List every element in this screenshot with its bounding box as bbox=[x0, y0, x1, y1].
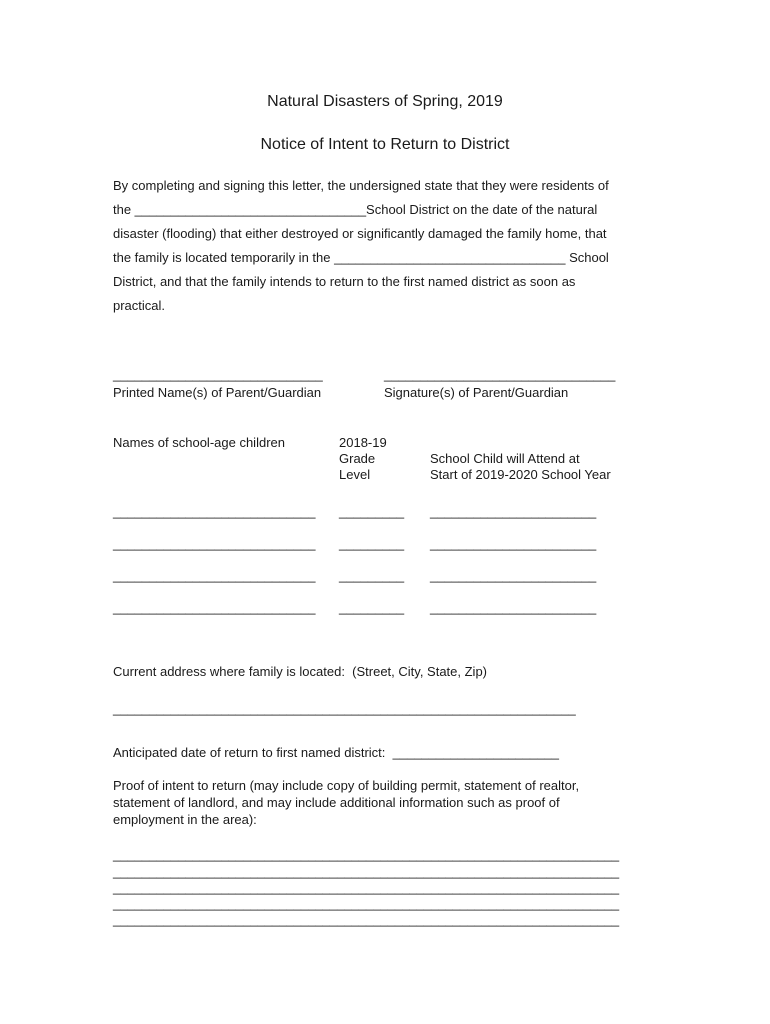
intro-line: disaster (flooding) that either destroyed or significantly damaged the family home, that bbox=[113, 226, 607, 241]
address-line[interactable]: ________________________________________________________________ bbox=[113, 701, 576, 716]
child-grade-blank[interactable]: _________ bbox=[339, 600, 405, 615]
child-name-blank[interactable]: ____________________________ bbox=[113, 568, 316, 583]
intro-line[interactable]: the ________________________________School District on the date of the natural bbox=[113, 202, 598, 217]
child-school-blank[interactable]: _______________________ bbox=[430, 504, 597, 519]
child-school-blank[interactable]: _______________________ bbox=[430, 568, 597, 583]
grade-header-line: 2018-19 bbox=[339, 435, 387, 450]
child-name-blank[interactable]: ____________________________ bbox=[113, 600, 316, 615]
signature-label: Signature(s) of Parent/Guardian bbox=[384, 385, 569, 400]
proof-blank-line[interactable]: ______________________________________________________________________ bbox=[113, 896, 620, 911]
school-header-line: School Child will Attend at bbox=[430, 451, 580, 466]
signature-line[interactable]: ________________________________ bbox=[384, 367, 616, 382]
child-grade-blank[interactable]: _________ bbox=[339, 504, 405, 519]
printed-name-label: Printed Name(s) of Parent/Guardian bbox=[113, 385, 322, 400]
document-subtitle: Notice of Intent to Return to District bbox=[260, 136, 510, 153]
intro-line: practical. bbox=[113, 298, 166, 313]
document-title: Natural Disasters of Spring, 2019 bbox=[267, 93, 503, 110]
return-date-field[interactable]: Anticipated date of return to first named district: _______________________ bbox=[113, 745, 559, 760]
school-header-line: Start of 2019-2020 School Year bbox=[430, 467, 611, 482]
intro-line: District, and that the family intends to return to the first named district as soon as bbox=[113, 274, 576, 289]
child-grade-blank[interactable]: _________ bbox=[339, 536, 405, 551]
printed-name-line[interactable]: _____________________________ bbox=[113, 367, 323, 382]
proof-blank-line[interactable]: ______________________________________________________________________ bbox=[113, 912, 620, 927]
child-school-blank[interactable]: _______________________ bbox=[430, 536, 597, 551]
grade-header-line: Grade bbox=[339, 451, 376, 466]
intro-line[interactable]: the family is located temporarily in the ________________________________ School bbox=[113, 250, 609, 265]
child-school-blank[interactable]: _______________________ bbox=[430, 600, 597, 615]
grade-header-line: Level bbox=[339, 467, 371, 482]
child-grade-blank[interactable]: _________ bbox=[339, 568, 405, 583]
proof-blank-line[interactable]: ______________________________________________________________________ bbox=[113, 880, 620, 895]
proof-text-line: statement of landlord, and may include additional information such as proof of bbox=[113, 795, 560, 810]
proof-blank-line[interactable]: ______________________________________________________________________ bbox=[113, 847, 620, 862]
children-name-header: Names of school-age children bbox=[113, 435, 285, 450]
proof-text-line: Proof of intent to return (may include copy of building permit, statement of realtor, bbox=[113, 778, 580, 793]
proof-blank-line[interactable]: ______________________________________________________________________ bbox=[113, 864, 620, 879]
child-name-blank[interactable]: ____________________________ bbox=[113, 536, 316, 551]
proof-text-line: employment in the area): bbox=[113, 812, 257, 827]
intro-line: By completing and signing this letter, the undersigned state that they were residents of bbox=[113, 178, 609, 193]
child-name-blank[interactable]: ____________________________ bbox=[113, 504, 316, 519]
address-label: Current address where family is located: (Street, City, State, Zip) bbox=[113, 664, 488, 679]
